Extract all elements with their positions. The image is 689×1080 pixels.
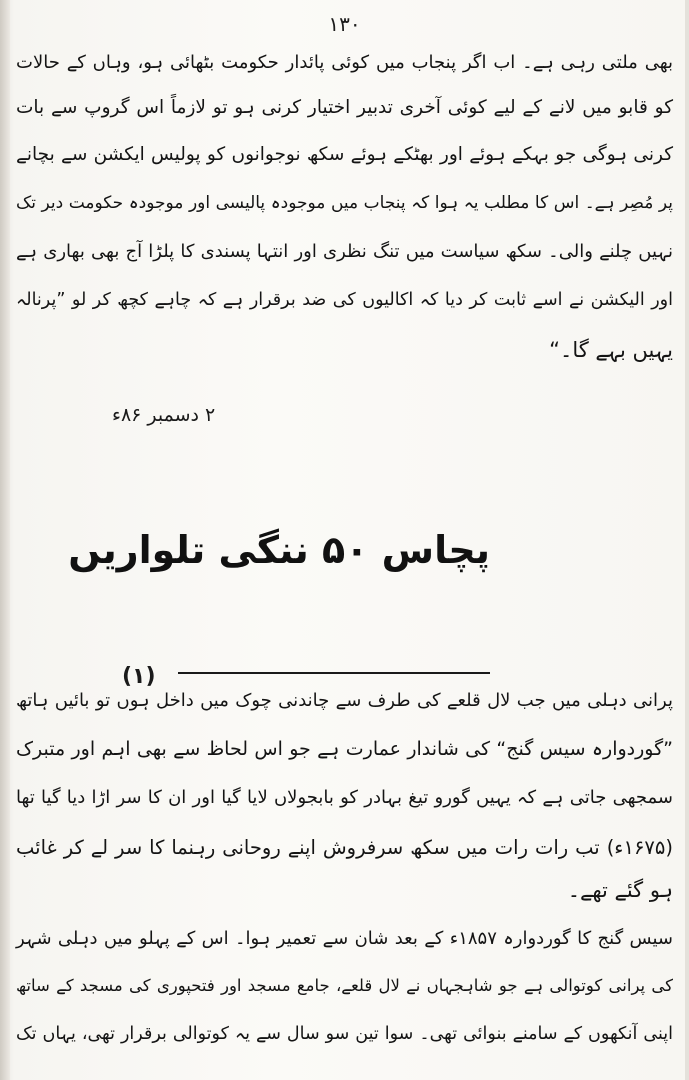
book-spine-shadow <box>0 0 10 1080</box>
page-edge <box>685 0 689 1080</box>
paragraph1-line: بھی ملتی رہی ہے۔ اب اگر پنجاب میں کوئی پائدار حکومت بٹھائی ہو، وہاں کے حالات <box>16 52 673 73</box>
paragraph2-line: ”گوردوارہ سیس گنج“ کی شاندار عمارت ہے جو اس لحاظ سے بھی اہم اور متبرک <box>16 738 673 760</box>
paragraph1-last-line: یہیں بہے گا۔“ <box>549 338 673 362</box>
page-number: ۱۳۰ <box>328 12 361 36</box>
paragraph2-line: (۱۶۷۵ء) تب رات رات میں سکھ سرفروش اپنے روحانی رہنما کا سر لے کر غائب <box>16 836 673 859</box>
paragraph1-line: پر مُصِر ہے۔ اس کا مطلب یہ ہوا کہ پنجاب میں موجودہ پالیسی اور موجودہ حکومت دیر تک <box>16 193 673 213</box>
paragraph3-line: کی پرانی کوتوالی ہے جو شاہجہاں نے لال قلعے، جامع مسجد اور فتحپوری کی مسجد کے ساتھ <box>16 976 673 995</box>
section-marker: (۱) <box>122 664 156 689</box>
paragraph2-last-line: ہو گئے تھے۔ <box>567 878 673 902</box>
paragraph1-line: نہیں چلنے والی۔ سکھ سیاست میں تنگ نظری اور انتہا پسندی کا پلڑا آج بھی بھاری ہے <box>16 241 673 262</box>
paragraph1-line: کرنی ہوگی جو بہکے ہوئے اور بھٹکے ہوئے سکھ نوجوانوں کو پولیس ایکشن سے بچانے <box>16 144 673 165</box>
paragraph1-line: کو قابو میں لانے کے لیے کوئی آخری تدبیر اختیار کرنی ہو تو لازماً اس گروپ سے بات <box>16 97 673 118</box>
paragraph2-line: سمجھی جاتی ہے کہ یہیں گورو تیغ بہادر کو بابجولاں لایا گیا اور ان کا سر اڑا دیا گیا تھا <box>16 787 673 808</box>
paragraph3-line: سیس گنج کا گوردوارہ ۱۸۵۷ء کے بعد شان سے تعمیر ہوا۔ اس کے پہلو میں دہلی شہر <box>16 928 673 949</box>
title-underline <box>178 672 490 674</box>
chapter-title: پچاس ۵۰ ننگی تلواریں <box>68 528 490 572</box>
paragraph2-line: پرانی دہلی میں جب لال قلعے کی طرف سے چاندنی چوک میں داخل ہوں تو بائیں ہاتھ <box>16 690 673 711</box>
article-date: ۲ دسمبر ۸۶ء <box>112 404 216 426</box>
paragraph1-line: اور الیکشن نے اسے ثابت کر دیا کہ اکالیوں کی ضد برقرار ہے کہ چاہے کچھ کر لو ”پرنالہ <box>16 290 673 310</box>
paragraph3-line: اپنی آنکھوں کے سامنے بنوائی تھی۔ سوا تین سو سال سے یہ کوتوالی برقرار تھی، یہاں تک <box>16 1024 673 1044</box>
